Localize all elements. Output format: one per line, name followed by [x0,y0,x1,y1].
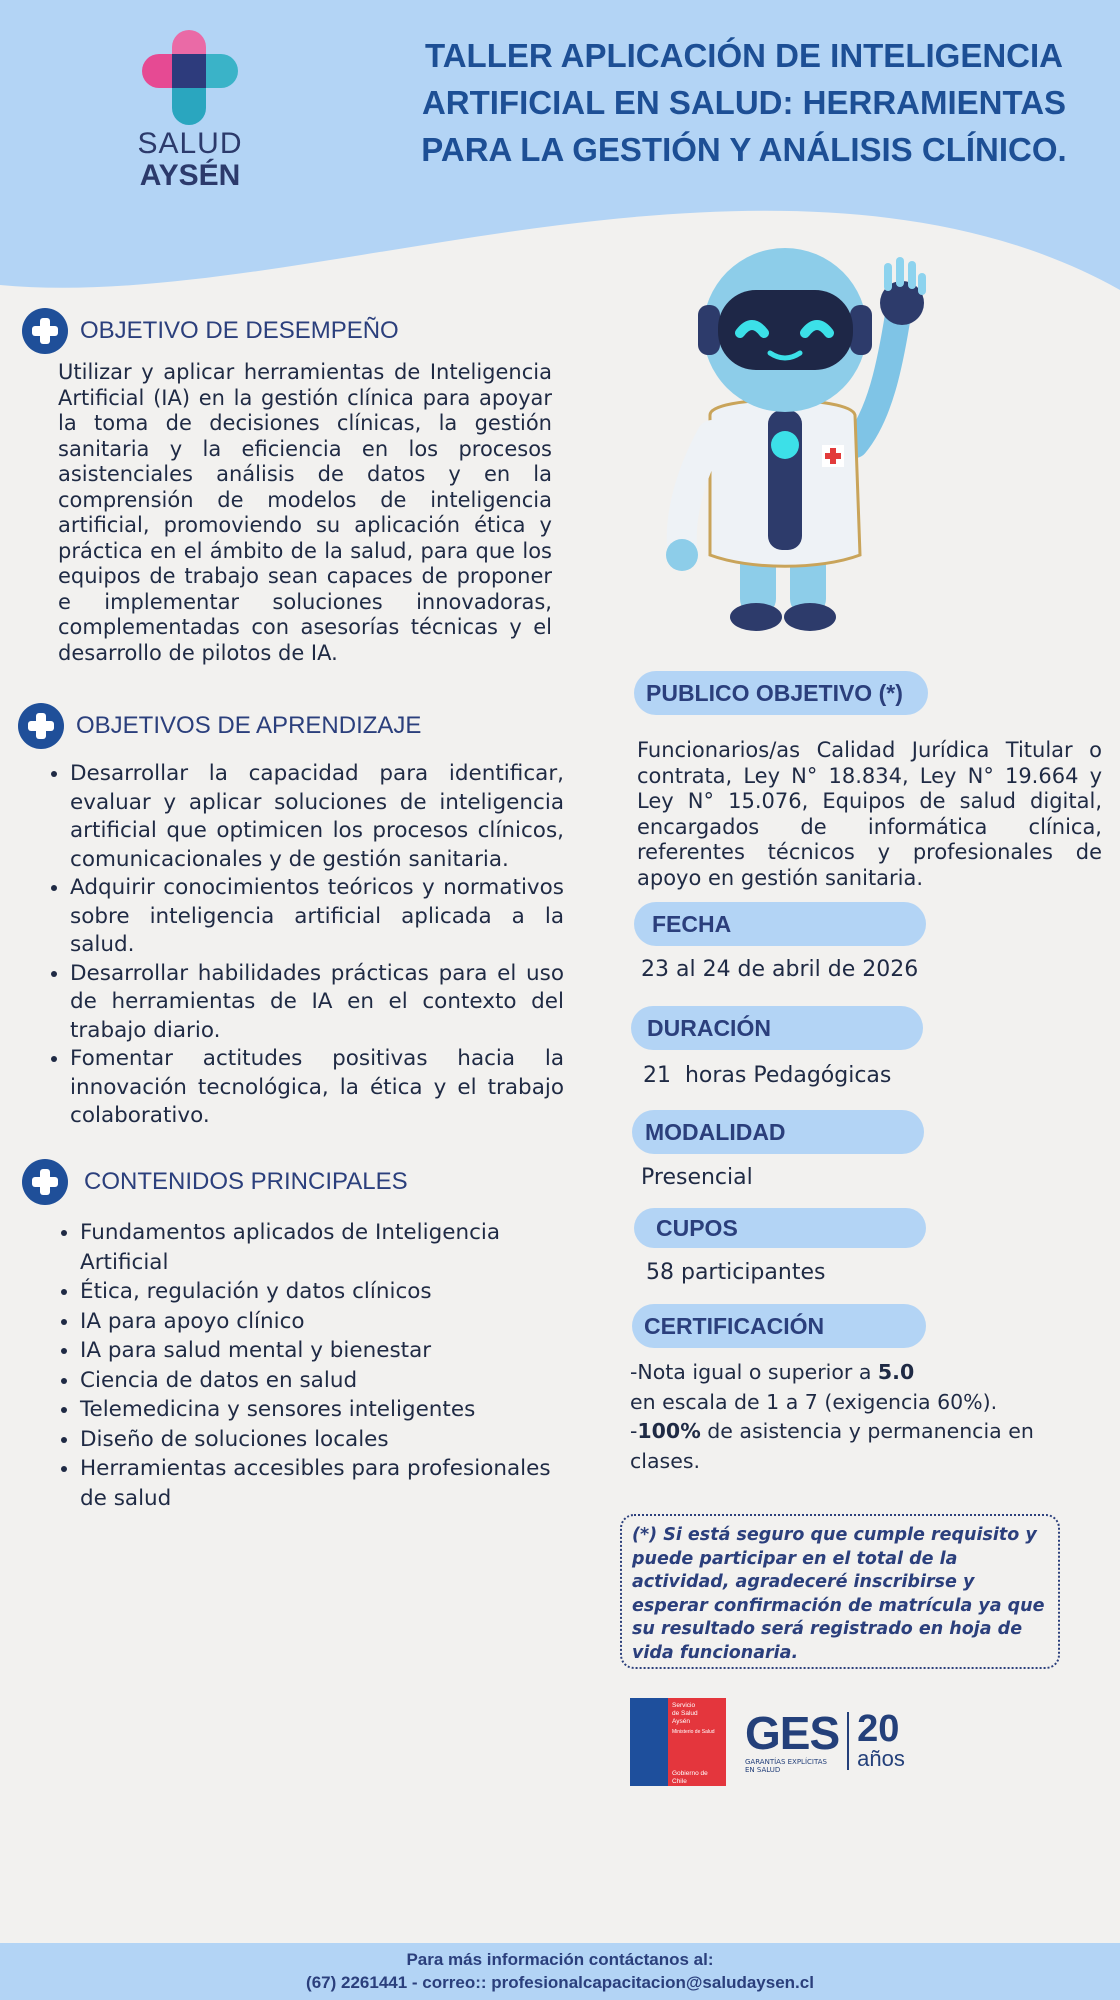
contenidos-heading [22,1159,408,1205]
salud-aysen-logo [120,30,260,200]
logo-text-aysen: AYSÉN [139,159,241,192]
aprendizaje-heading [18,703,421,749]
logo-text-salud: SALUD [137,127,243,160]
aprendizaje-list [42,760,564,1131]
duracion-label: DURACIÓN [631,1006,923,1050]
cert-min-grade: 5.0 [877,1360,915,1384]
cert-line1-text: -Nota igual o superior a [630,1360,878,1384]
gob-text: Gobierno de Chile [672,1770,708,1785]
fecha-value: 23 al 24 de abril de 2026 [641,957,919,982]
list-item: • Desarrollar habilidades prácticas para el uso de herramientas de IA en el contexto del trabajo diario. [70,960,564,1046]
title-line-2: ARTIFICIAL EN SALUD: HERRAMIENTAS [421,84,1067,121]
ges-text: GES [745,1707,840,1759]
modalidad-value: Presencial [641,1165,753,1190]
footer-contact [0,1943,1120,2000]
certificacion-label: CERTIFICACIÓN [632,1304,926,1348]
fecha-label: FECHA [634,902,926,946]
certificacion-text [630,1358,1050,1476]
contenidos-title: CONTENIDOS PRINCIPALES [84,1168,408,1195]
list-item: • Fomentar actitudes positivas hacia la innovación tecnológica, la ética y el trabajo colaborativo. [70,1045,564,1131]
cert-line2: en escala de 1 a 7 (exigencia 60%). [630,1389,998,1414]
objetivo-title: OBJETIVO DE DESEMPEÑO [80,317,399,344]
robot-doctor-illustration [640,245,940,645]
gob-text: de Salud [672,1710,698,1717]
list-item: • IA para apoyo clínico [80,1307,552,1337]
nota-box: (*) Si está seguro que cumple requisito y puede participar en el total de la actividad, agradeceré inscribirse y esperar confirmación de matrícula ya que su resultado será registrado en hoja de vida funcionaria. [620,1514,1060,1669]
cert-attendance: 100% [637,1419,701,1443]
gobierno-de-chile-logo [630,1698,726,1786]
cert-line3-dash: - [630,1419,638,1443]
plus-icon [22,308,68,354]
objetivo-heading [22,308,399,354]
contenidos-list [52,1218,552,1513]
list-item: • Herramientas accesibles para profesionales de salud [80,1454,552,1513]
title-line-1: TALLER APLICACIÓN DE INTELIGENCIA [425,37,1063,74]
modalidad-label: MODALIDAD [632,1110,924,1154]
list-item: • IA para salud mental y bienestar [80,1336,552,1366]
title-line-3: PARA LA GESTIÓN Y ANÁLISIS CLÍNICO. [421,131,1067,168]
ges-20-anos-logo [745,1707,905,1774]
cupos-label: CUPOS [634,1208,926,1248]
cert-line3-rest: de asistencia y permanencia en clases. [630,1419,1034,1473]
publico-objetivo-label: PUBLICO OBJETIVO (*) [634,671,928,715]
plus-icon [18,703,64,749]
list-item: • Ética, regulación y datos clínicos [80,1277,552,1307]
list-item: • Desarrollar la capacidad para identificar, evaluar y aplicar soluciones de inteligencia artificial que optimicen los procesos clínicos, comunicacionales y de gestión sanitaria. [70,760,564,874]
plus-icon [22,1159,68,1205]
cupos-value: 58 participantes [646,1260,826,1285]
list-item: • Ciencia de datos en salud [80,1366,552,1396]
gob-text: Aysén [672,1718,690,1725]
list-item: • Adquirir conocimientos teóricos y normativos sobre inteligencia artificial aplicada a la salud. [70,874,564,960]
duracion-value: 21 horas Pedagógicas [643,1063,892,1088]
publico-objetivo-text: Funcionarios/as Calidad Jurídica Titular o contrata, Ley N° 18.834, Ley N° 19.664 y Ley N° 15.076, Equipos de salud digital, encargados de informática clínica, referentes técnicos y profesionales de apoyo en gestión sanitaria. [637,738,1102,890]
gob-text: Ministerio de Salud [672,1729,715,1735]
ges-subtitle: GARANTÍAS EXPLÍCITAS EN SALUD [745,1758,827,1774]
page-title [394,32,1094,173]
ges-anos: años [857,1746,905,1771]
objetivo-text: Utilizar y aplicar herramientas de Inteligencia Artificial (IA) en la gestión clínica para apoyar la toma de decisiones clínicas, la gestión sanitaria y la eficiencia en los procesos asistenciales análisis de datos y en la comprensión de modelos de inteligencia artificial, promoviendo su aplicación ética y práctica en el ámbito de la salud, para que los equipos de trabajo sean capaces de proponer e implementar soluciones innovadoras, complementadas con asesorías técnicas y el desarrollo de pilotos de IA. [58,360,552,665]
list-item: • Fundamentos aplicados de Inteligencia Artificial [80,1218,552,1277]
list-item: • Diseño de soluciones locales [80,1425,552,1455]
footer-line-1: Para más información contáctanos al: [406,1950,714,1969]
footer-line-2: (67) 2261441 - correo:: profesionalcapacitacion@saludaysen.cl [306,1973,814,1992]
cross-logo-icon [140,30,240,125]
ges-years: 20 [857,1708,900,1750]
aprendizaje-title: OBJETIVOS DE APRENDIZAJE [76,712,422,739]
gob-text: Servicio [672,1702,696,1709]
list-item: • Telemedicina y sensores inteligentes [80,1395,552,1425]
